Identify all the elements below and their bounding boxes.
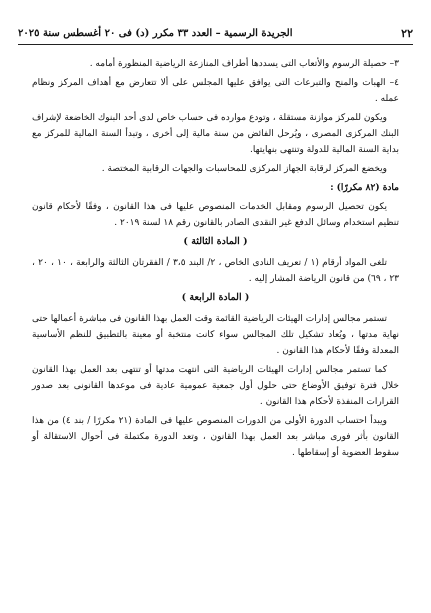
article-4-paragraph-1: تستمر مجالس إدارات الهيئات الرياضية القائمة وقت العمل بهذا القانون فى مباشرة أعمالها حتى نهاية مدتها ، ويُعاد تشكيل تلك المجالس سواء كانت منتخبة أو معينة بالتطبيق للنظم الأساسية المعدلة وفقًا لأحكام هذا القانون . xyxy=(32,314,399,356)
gazette-title: الجريدة الرسمية – العدد ٣٣ مكرر (د) فى ٢٠ أغسطس سنة ٢٠٢٥ xyxy=(18,27,293,39)
page-header xyxy=(18,22,413,45)
list-item-4: ٤– الهبات والمنح والتبرعات التى يوافق عليها المجلس على ألا تتعارض مع أهداف المركز ونظام عمله . xyxy=(32,78,399,104)
article-4-paragraph-3: ويبدأ احتساب الدورة الأولى من الدورات المنصوص عليها فى المادة (٢١ مكررًا / بند ٤) من هذا القانون بأثر فورى مباشر بعد العمل بهذا القانون ، وتعد الدورة مكتملة فى أحوال الاستقالة أو سقوط العضوية أو إسقاطها . xyxy=(32,416,399,458)
article-4-paragraph-2: كما تستمر مجالس إدارات الهيئات الرياضية التى انتهت مدتها أو تنتهى بعد العمل بهذا القانون خلال فترة توفيق الأوضاع حتى حلول أول جمعية عمومية عادية فى موعدها القانونى بعد صدور القرارات المنفذة لأحكام هذا القانون . xyxy=(32,365,399,407)
page-content xyxy=(32,56,399,464)
article-4-heading: ( المادة الرابعة ) xyxy=(181,292,250,303)
audit-paragraph: ويخضع المركز لرقابة الجهاز المركزى للمحاسبات والجهات الرقابية المختصة . xyxy=(101,164,387,174)
article-3-heading: ( المادة الثالثة ) xyxy=(183,236,248,247)
article-82-paragraph: يكون تحصيل الرسوم ومقابل الخدمات المنصوص عليها فى هذا القانون ، وفقًا لأحكام قانون تنظيم استخدام وسائل الدفع غير النقدى الصادر بالقانون رقم ١٨ لسنة ٢٠١٩ . xyxy=(32,202,399,228)
page-number: ٢٢ xyxy=(401,26,413,40)
article-3-paragraph: تلغى المواد أرقام (١ / تعريف النادى الخاص ، ٢/ البند ٣،٥ / الفقرتان الثالثة والرابعة ، ١٠ ، ٢٠ ، ٢٣ ، ٦٩) من قانون الرياضة المشار إليه . xyxy=(32,258,399,284)
budget-paragraph: ويكون للمركز موازنة مستقلة ، وتودع موارده فى حساب خاص لدى أحد البنوك الخاضعة لإشراف البنك المركزى المصرى ، ويُرحل الفائض من سنة مالية إلى أخرى ، وتبدأ السنة المالية للمركز مع بداية السنة المالية للدولة وتنتهى بنهايتها. xyxy=(32,113,399,155)
list-item-3: ٣– حصيلة الرسوم والأتعاب التى يسددها أطراف المنازعة الرياضية المنظورة أمامه . xyxy=(89,59,399,69)
article-82-heading: مادة (٨٢ مكررًا) : xyxy=(330,183,399,193)
